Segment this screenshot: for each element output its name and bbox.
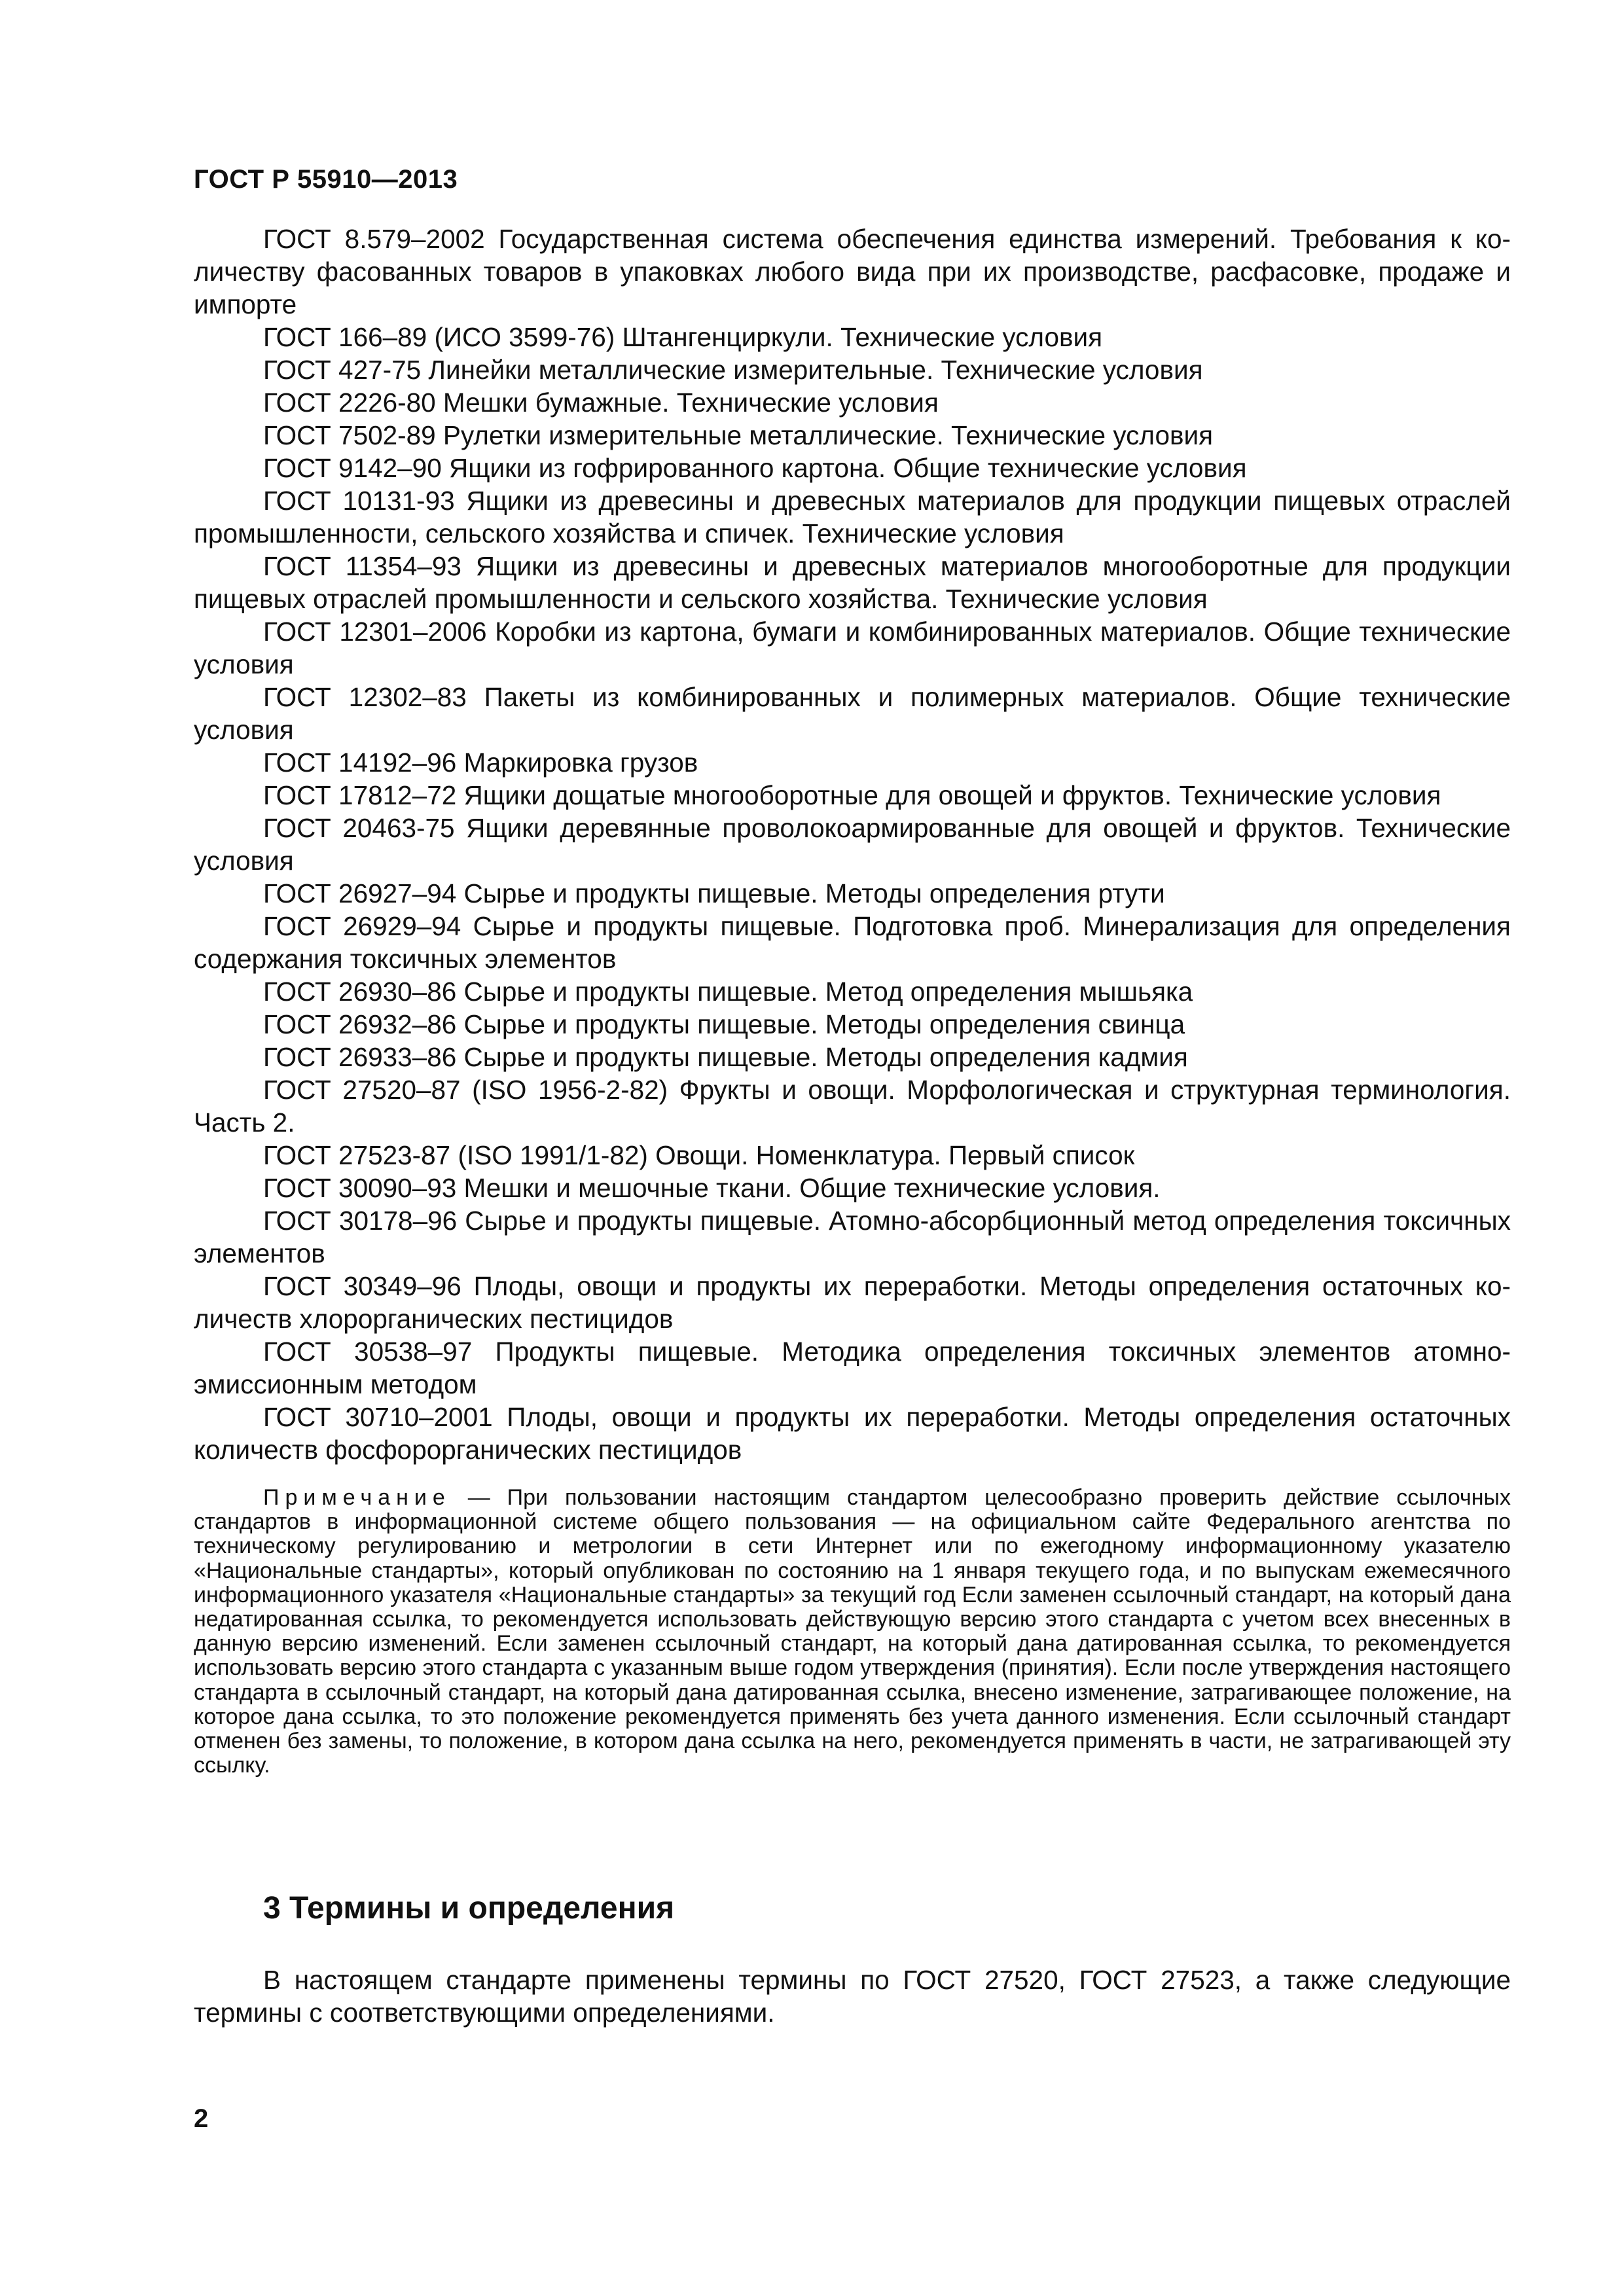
document-code-header: ГОСТ Р 55910—2013 (194, 165, 458, 194)
reference-item: ГОСТ 20463-75 Ящики деревянные проволокоармированные для овощей и фруктов. Технические условия (194, 813, 1511, 876)
reference-item: ГОСТ 10131-93 Ящики из древесины и древесных материалов для продукции пищевых отраслей промышленности, сельского хозяйства и спичек. Технические условия (194, 486, 1511, 548)
reference-item: ГОСТ 30710–2001 Плоды, овощи и продукты их переработки. Методы определения остаточных количеств фосфорорганических пестицидов (194, 1402, 1511, 1465)
reference-item: ГОСТ 12302–83 Пакеты из комбинированных и полимерных материалов. Общие технические условия (194, 682, 1511, 745)
reference-item: ГОСТ 26927–94 Сырье и продукты пищевые. Методы определения ртути (263, 878, 1165, 908)
reference-item: ГОСТ 26929–94 Сырье и продукты пищевые. Подготовка проб. Минерализация для определения содержания токсичных элементов (194, 911, 1511, 974)
document-page (194, 0, 1511, 2296)
reference-item: ГОСТ 30178–96 Сырье и продукты пищевые. Атомно-абсорбционный метод определения токсичных элементов (194, 1206, 1511, 1268)
reference-item: ГОСТ 17812–72 Ящики дощатые многооборотные для овощей и фруктов. Технические условия (263, 780, 1441, 810)
reference-item: ГОСТ 11354–93 Ящики из древесины и древесных материалов многооборотные для продукции пищевых отраслей промышленности и сельского хозяйства. Технические условия (194, 551, 1511, 614)
reference-item: ГОСТ 26932–86 Сырье и продукты пищевые. Методы определения свинца (263, 1009, 1185, 1039)
note-label: Примечание (263, 1485, 451, 1510)
section-title: 3 Термины и определения (263, 1891, 675, 1926)
section-intro-paragraph: В настоящем стандарте применены термины по ГОСТ 27520, ГОСТ 27523, а также следующие термины с соответствующими определениями. (194, 1965, 1511, 2028)
reference-item: ГОСТ 30090–93 Мешки и мешочные ткани. Общие технические условия. (263, 1173, 1161, 1203)
reference-item: ГОСТ 7502-89 Рулетки измерительные металлические. Технические условия (263, 420, 1214, 450)
reference-item: ГОСТ 30349–96 Плоды, овощи и продукты их переработки. Методы определения остаточных количеств хлорорганических пестицидов (194, 1271, 1511, 1334)
reference-item: ГОСТ 30538–97 Продукты пищевые. Методика определения токсичных элементов атомно-эмиссионным методом (194, 1336, 1511, 1399)
note-paragraph (194, 1486, 1511, 1778)
normative-references-list (194, 223, 1511, 1466)
reference-item: ГОСТ 8.579–2002 Государственная система обеспечения единства измерений. Требования к количеству фасованных товаров в упаковках любого вида при их производстве, расфасовке, продаже и импорте (194, 224, 1511, 319)
reference-item: ГОСТ 26930–86 Сырье и продукты пищевые. Метод определения мышьяка (263, 977, 1193, 1007)
reference-item: ГОСТ 14192–96 Маркировка грузов (263, 747, 698, 778)
page-number: 2 (194, 2104, 209, 2133)
reference-item: ГОСТ 27523-87 (ISO 1991/1-82) Овощи. Номенклатура. Первый список (263, 1140, 1135, 1170)
reference-item: ГОСТ 2226-80 Мешки бумажные. Технические условия (263, 387, 939, 418)
reference-item: ГОСТ 9142–90 Ящики из гофрированного картона. Общие технические условия (263, 453, 1247, 483)
reference-item: ГОСТ 12301–2006 Коробки из картона, бумаги и комбинированных материалов. Общие технические условия (194, 617, 1511, 679)
reference-item: ГОСТ 27520–87 (ISO 1956-2-82) Фрукты и овощи. Морфологическая и структурная терминология. Часть 2. (194, 1075, 1511, 1138)
note-text: — При пользовании настоящим стандартом целесообразно проверить действие ссылочных стандартов в информационной системе общего пользования — на официальном сайте Федерального агентства по техническому регулированию и метрологии в сети Интернет или по ежегодному информационному указателю «Национальные стандарты», который опубликован по состоянию на 1 января текущего года, и по выпускам ежемесячного информационного указателя «Национальные стандарты» за текущий год Если заменен ссылочный стандарт, на который дана недатированная ссылка, то рекомендуется использовать действующую версию этого стандарта с учетом всех внесенных в данную версию изменений. Если заменен ссылочный стандарт, на который дана датированная ссылка, то рекомендуется использовать версию этого стандарта с указанным выше годом утверждения (принятия). Если после утверждения настоящего стандарта в ссылочный стандарт, на который дана датированная ссылка, внесено изменение, затрагивающее положение, на которое дана ссылка, то это положение рекомендуется применять без учета данного изменения. Если ссылочный стандарт отменен без замены, то положение, в котором дана ссылка на него, рекомендуется применять в части, не затрагивающей эту ссылку. (194, 1485, 1511, 1778)
reference-item: ГОСТ 26933–86 Сырье и продукты пищевые. Методы определения кадмия (263, 1042, 1188, 1072)
reference-item: ГОСТ 166–89 (ИСО 3599-76) Штангенциркули. Технические условия (263, 322, 1103, 352)
reference-item: ГОСТ 427-75 Линейки металлические измерительные. Технические условия (263, 355, 1203, 385)
